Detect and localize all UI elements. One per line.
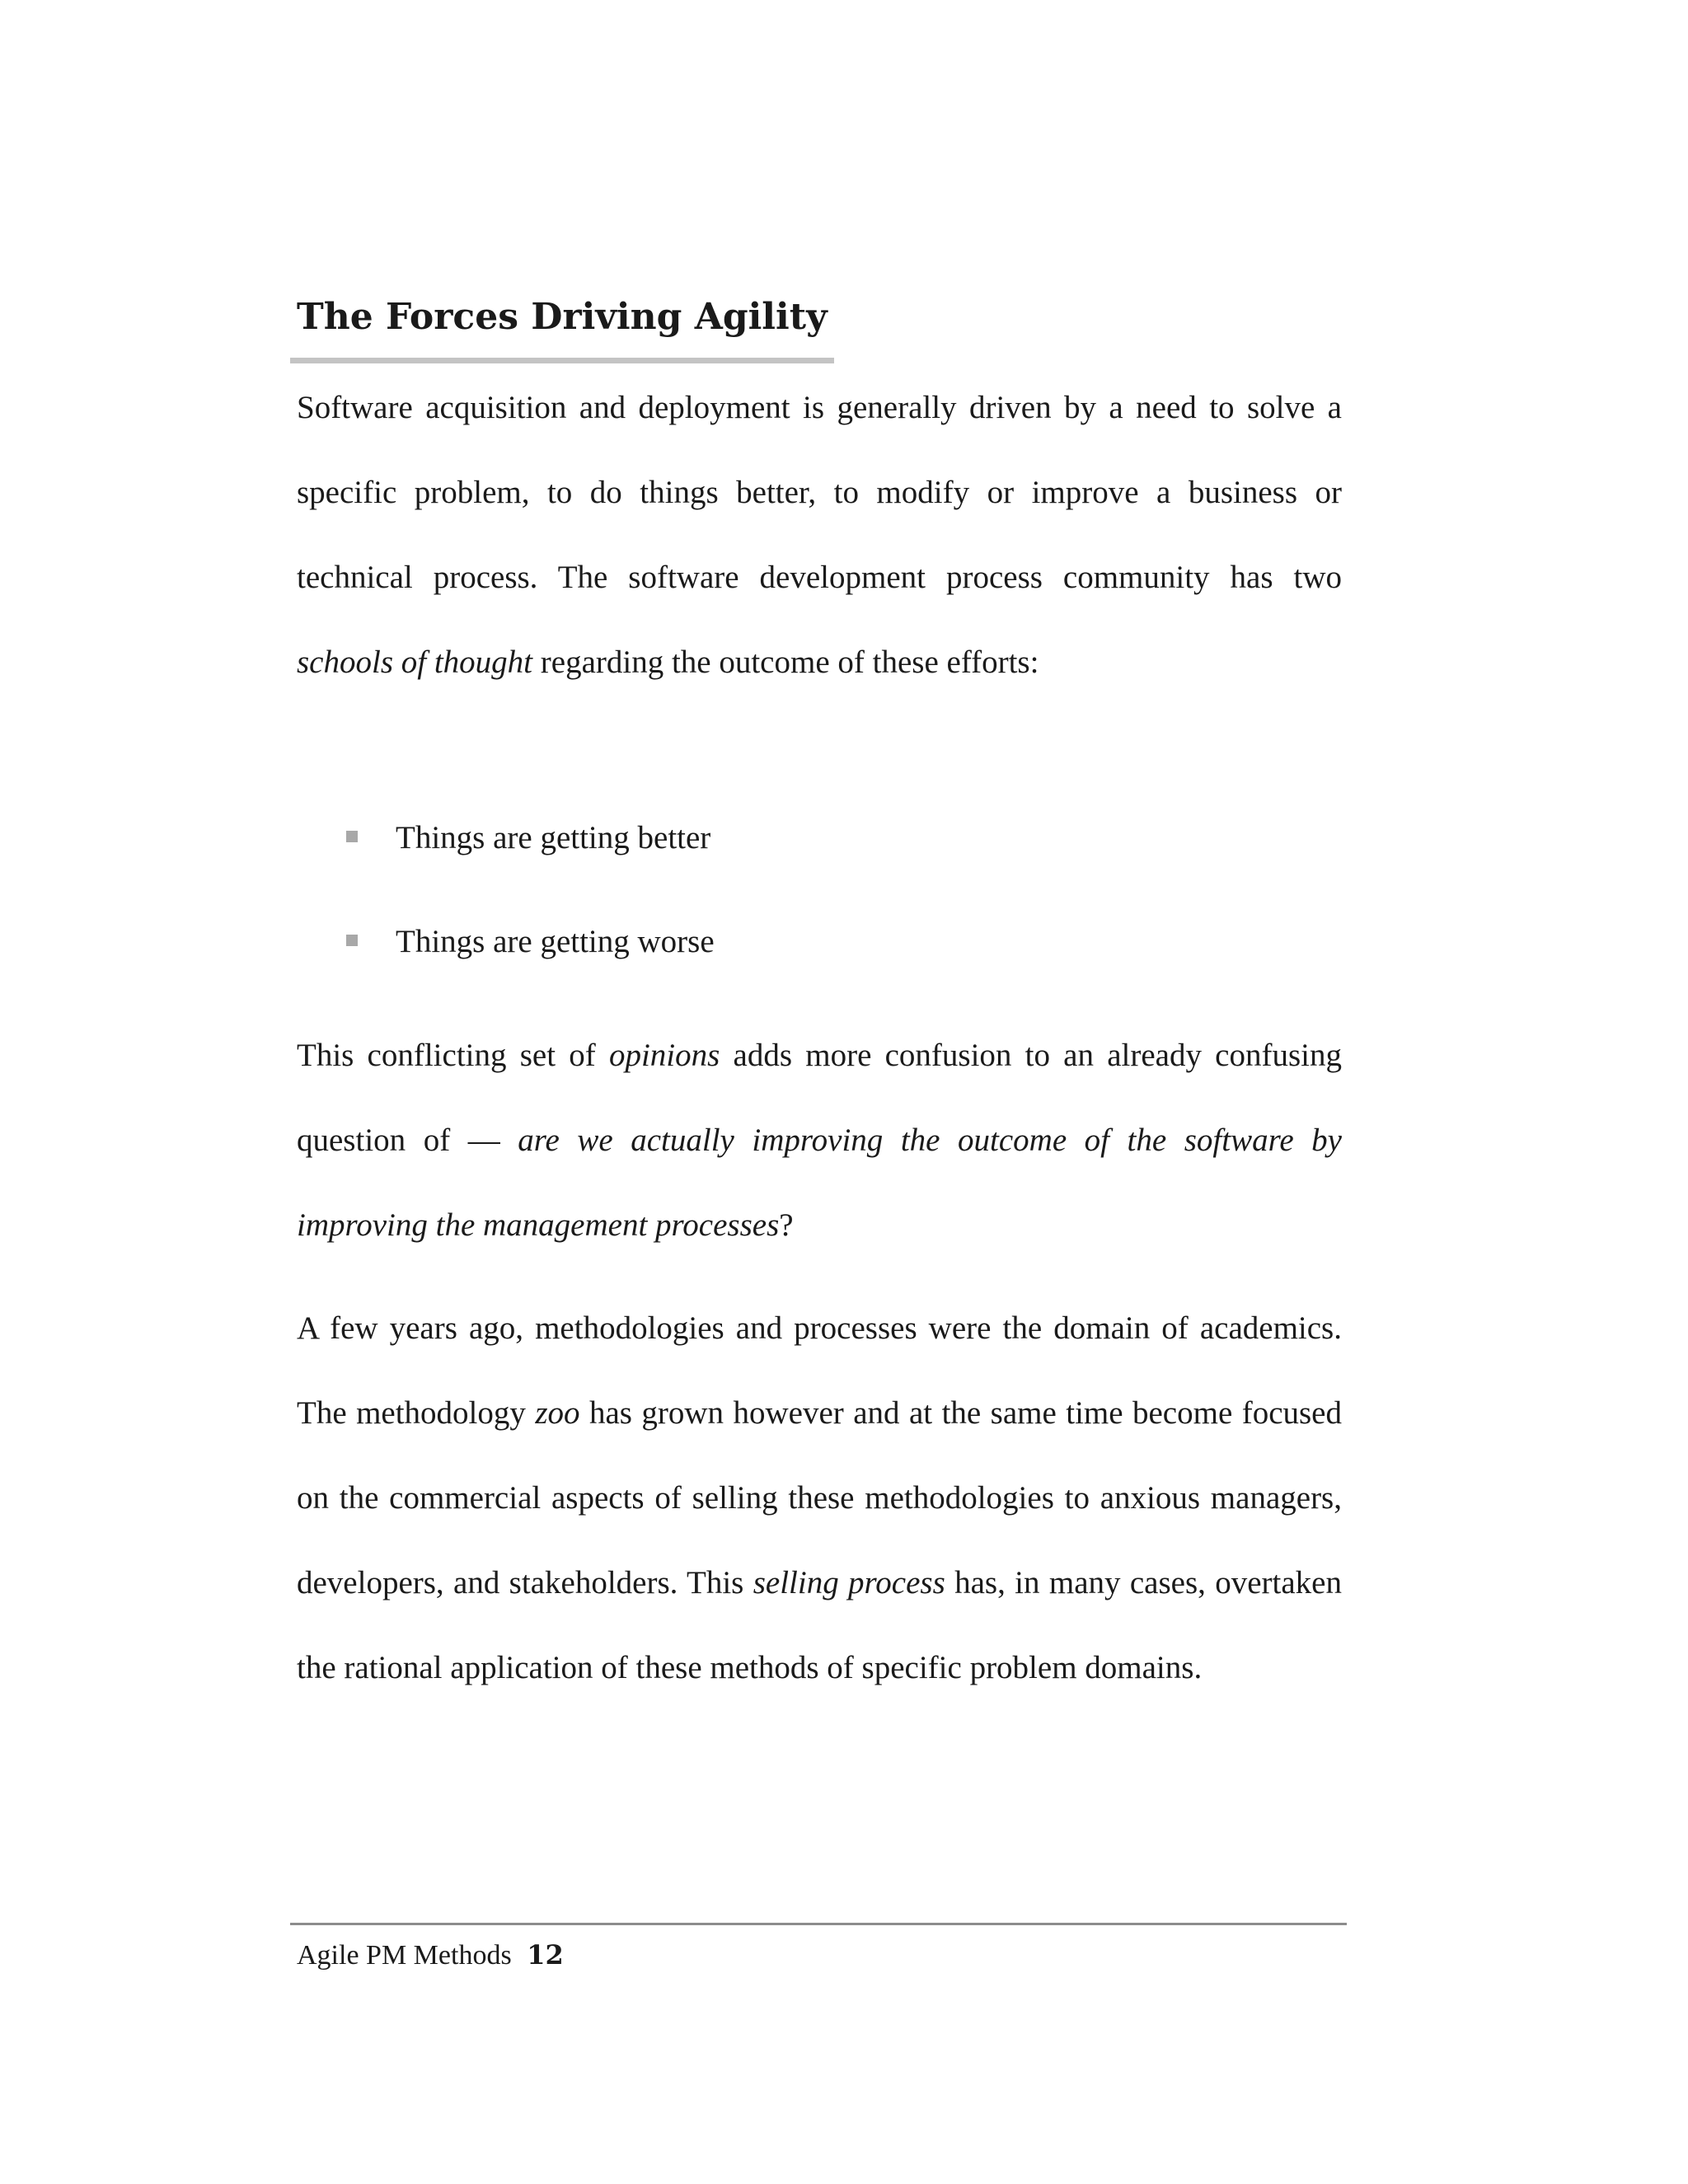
list-item — [297, 909, 1286, 1013]
paragraph-3-emphasis-1: zoo — [535, 1395, 580, 1431]
page-footer — [297, 1934, 564, 1976]
paragraph-3 — [297, 1286, 1342, 1710]
bullet-list — [297, 805, 1286, 1013]
paragraph-1-text-before: Software acquisition and deployment is generally driven by a need to solve a specific problem, to do things better, to modify or improve a business or technical process. The software development process community has two — [297, 390, 1342, 595]
paragraph-2-text-before: This conflicting set of — [297, 1038, 609, 1073]
square-bullet-icon — [346, 831, 358, 842]
paragraph-2-emphasis-1: opinions — [608, 1038, 720, 1073]
paragraph-1-text-after: regarding the outcome of these efforts: — [532, 644, 1039, 680]
page-number: 12 — [527, 1939, 564, 1971]
footer-book-title: Agile PM Methods — [297, 1940, 512, 1971]
paragraph-2-text-middle: adds more confusion to an already confusing question of — — [297, 1038, 1342, 1158]
paragraph-3-text-after: has, in many cases, overtaken the rational application of these methods of specific problem domains. — [297, 1565, 1342, 1685]
heading-underline — [290, 358, 834, 363]
paragraph-2-emphasis-2: are we actually improving the outcome of the software by improving the management processes — [297, 1122, 1342, 1243]
paragraph-2 — [297, 1013, 1342, 1268]
paragraph-1-emphasis: schools of thought — [297, 644, 533, 680]
paragraph-3-text-before: A few years ago, methodologies and processes were the domain of academics. The methodology — [297, 1310, 1342, 1431]
list-item-text: Things are getting worse — [396, 924, 715, 959]
footer-divider — [290, 1923, 1347, 1925]
paragraph-2-text-after: ? — [779, 1207, 794, 1243]
list-item-text: Things are getting better — [396, 820, 711, 855]
square-bullet-icon — [346, 935, 358, 946]
section-heading: The Forces Driving Agility — [297, 296, 828, 338]
paragraph-3-text-middle: has grown however and at the same time become focused on the commercial aspects of selling these methodologies to anxious managers, developers, and stakeholders. This — [297, 1395, 1342, 1601]
list-item — [297, 805, 1286, 909]
paragraph-1 — [297, 365, 1342, 705]
paragraph-3-emphasis-2: selling process — [753, 1565, 945, 1601]
